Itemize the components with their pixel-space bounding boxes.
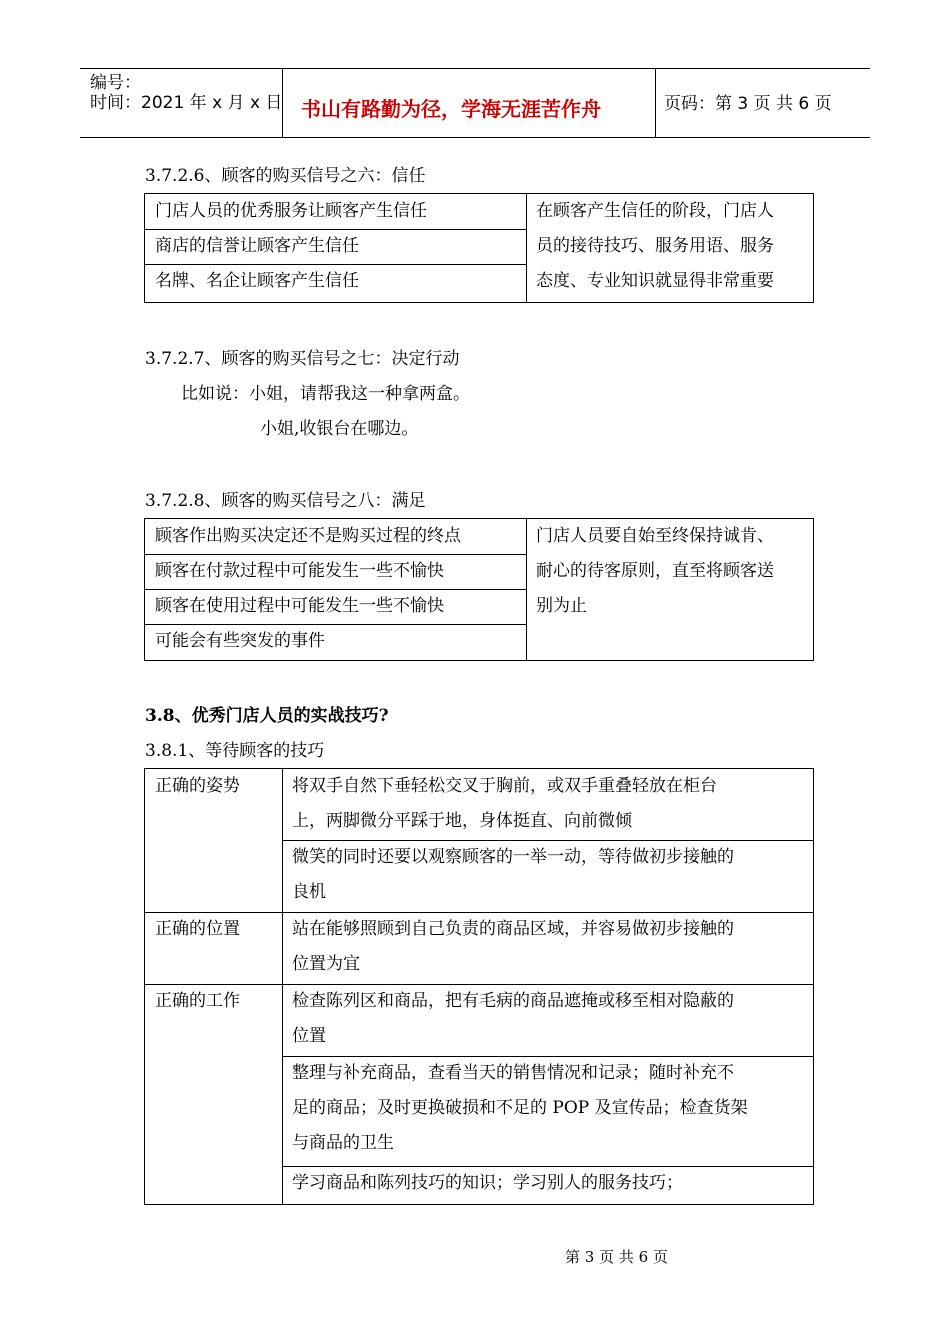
section-title-3726: 3.7.2.6、顾客的购买信号之六：信任 — [145, 166, 426, 186]
trust-table — [144, 193, 814, 303]
table-cell: 位置为宜 — [292, 954, 360, 974]
serial-label: 编号： — [90, 73, 141, 93]
table-cell: 门店人员要自始至终保持诚肯、 — [536, 526, 774, 546]
group-label-work: 正确的工作 — [155, 991, 240, 1011]
time-label: 时间：2021 年 x 月 x 日 — [90, 93, 283, 113]
table-cell: 名牌、名企让顾客产生信任 — [155, 271, 359, 291]
table-cell: 可能会有些突发的事件 — [155, 631, 325, 651]
table-cell: 耐心的待客原则，直至将顾客送 — [536, 561, 774, 581]
table-cell: 别为止 — [536, 596, 587, 616]
page-header — [80, 68, 870, 138]
header-page-cell — [656, 69, 870, 137]
table-cell: 商店的信誉让顾客产生信任 — [155, 236, 359, 256]
section-title-3727: 3.7.2.7、顾客的购买信号之七：决定行动 — [145, 349, 460, 369]
example-line-2: 小姐,收银台在哪边。 — [260, 419, 419, 439]
header-motto-cell — [283, 69, 656, 137]
table-cell: 顾客作出购买决定还不是购买过程的终点 — [155, 526, 461, 546]
group-label-posture: 正确的姿势 — [155, 776, 240, 796]
table-cell: 在顾客产生信任的阶段，门店人 — [536, 201, 774, 221]
group-label-position: 正确的位置 — [155, 919, 240, 939]
section-title-381: 3.8.1、等待顾客的技巧 — [145, 741, 325, 761]
table-cell: 微笑的同时还要以观察顾客的一举一动，等待做初步接触的 — [292, 847, 734, 867]
satisfaction-table — [144, 518, 814, 661]
table-cell: 整理与补充商品，查看当天的销售情况和记录；随时补充不 — [292, 1063, 734, 1083]
table-cell: 检查陈列区和商品，把有毛病的商品遮掩或移至相对隐蔽的 — [292, 991, 734, 1011]
table-cell: 将双手自然下垂轻松交叉于胸前，或双手重叠轻放在柜台 — [292, 776, 717, 796]
table-cell: 员的接待技巧、服务用语、服务 — [536, 236, 774, 256]
table-cell: 态度、专业知识就显得非常重要 — [536, 271, 774, 291]
waiting-skills-table — [144, 768, 814, 1205]
table-cell: 位置 — [292, 1026, 326, 1046]
motto: 书山有路勤为径，学海无涯苦作舟 — [301, 97, 601, 121]
table-cell: 良机 — [292, 882, 326, 902]
table-cell: 学习商品和陈列技巧的知识；学习别人的服务技巧； — [292, 1173, 683, 1193]
table-cell: 足的商品；及时更换破损和不足的 POP 及宣传品；检查货架 — [292, 1098, 748, 1118]
table-cell: 顾客在使用过程中可能发生一些不愉快 — [155, 596, 444, 616]
table-cell: 顾客在付款过程中可能发生一些不愉快 — [155, 561, 444, 581]
example-line-1: 比如说：小姐，请帮我这一种拿两盒。 — [181, 384, 470, 404]
page-footer: 第 3 页 共 6 页 — [565, 1248, 668, 1266]
table-cell: 站在能够照顾到自己负责的商品区域，并容易做初步接触的 — [292, 919, 734, 939]
section-title-3728: 3.7.2.8、顾客的购买信号之八：满足 — [145, 491, 426, 511]
page-label: 页码：第 3 页 共 6 页 — [664, 94, 832, 114]
table-cell: 上，两脚微分平踩于地，身体挺直、向前微倾 — [292, 811, 632, 831]
section-title-38: 3.8、优秀门店人员的实战技巧? — [145, 706, 389, 726]
table-cell: 门店人员的优秀服务让顾客产生信任 — [155, 201, 427, 221]
header-meta-cell — [80, 69, 283, 137]
table-cell: 与商品的卫生 — [292, 1133, 394, 1153]
